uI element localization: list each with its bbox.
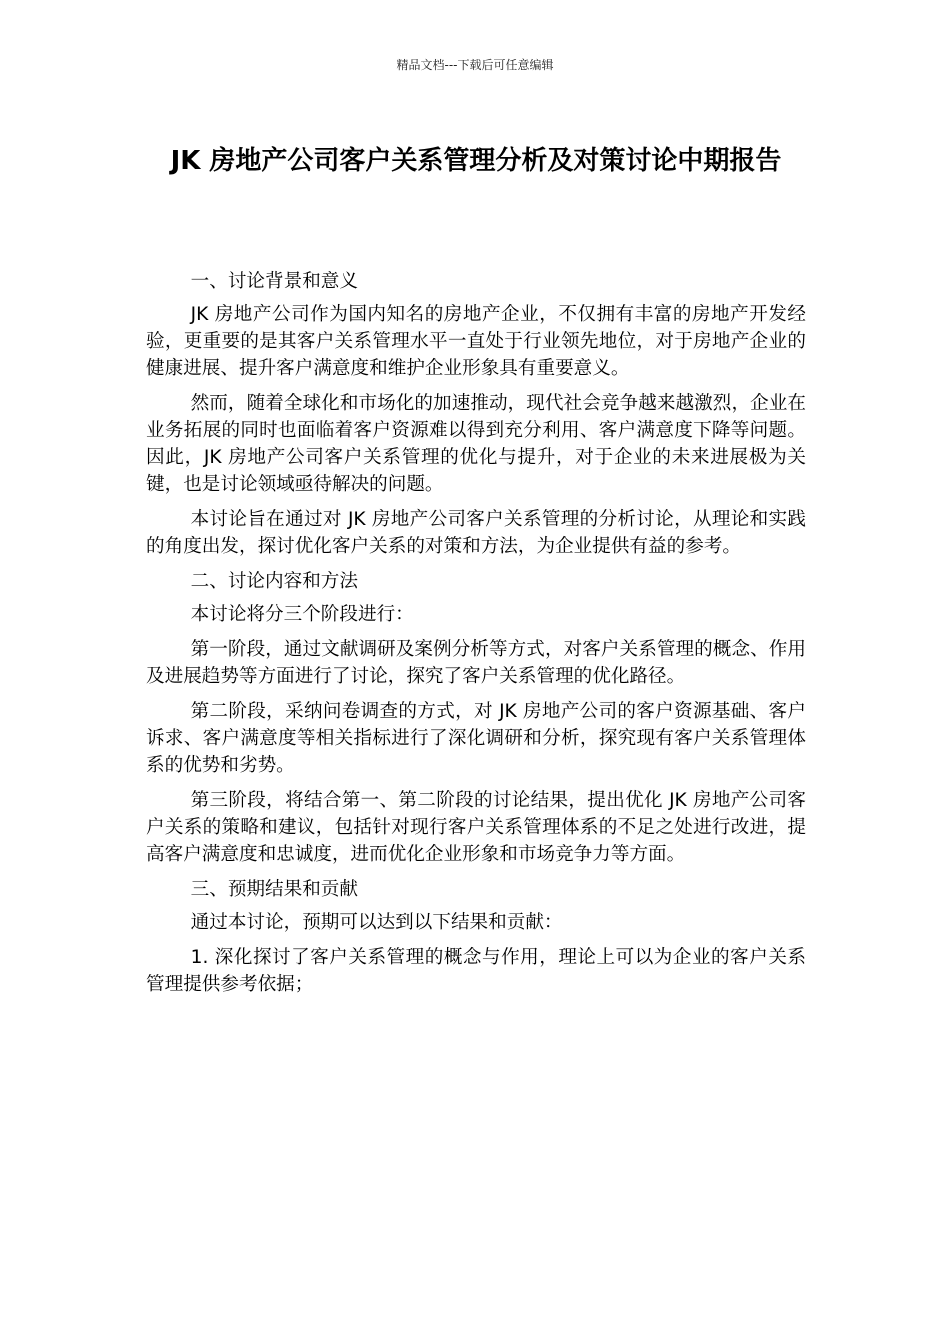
paragraph-stage-one: 第一阶段，通过文献调研及案例分析等方式，对客户关系管理的概念、作用及进展趋势等方面进行了讨论，探究了客户关系管理的优化路径。 bbox=[146, 639, 806, 687]
paragraph-results-intro: 通过本讨论，预期可以达到以下结果和贡献： bbox=[190, 912, 563, 933]
document-title: JK 房地产公司客户关系管理分析及对策讨论中期报告 bbox=[170, 146, 782, 176]
paragraph-stage-three: 第三阶段，将结合第一、第二阶段的讨论结果，提出优化 JK 房地产公司客户关系的策略和建议，包括针对现行客户关系管理体系的不足之处进行改进，提高客户满意度和忠诚度，进而优化企业形象和市场竞争力等方面。 bbox=[146, 790, 806, 865]
paragraph-purpose: 本讨论旨在通过对 JK 房地产公司客户关系管理的分析讨论，从理论和实践的角度出发，探讨优化客户关系的对策和方法，为企业提供有益的参考。 bbox=[146, 509, 806, 557]
header-note: 精品文档---下载后可任意编辑 bbox=[396, 58, 554, 72]
paragraph-stage-two: 第二阶段，采纳问卷调查的方式，对 JK 房地产公司的客户资源基础、客户诉求、客户满意度等相关指标进行了深化调研和分析，探究现有客户关系管理体系的优势和劣势。 bbox=[146, 701, 806, 776]
paragraph-challenges: 然而，随着全球化和市场化的加速推动，现代社会竞争越来越激烈，企业在业务拓展的同时也面临着客户资源难以得到充分利用、客户满意度下降等问题。因此，JK 房地产公司客户关系管理的优化与提升，对于企业的未来进展极为关键，也是讨论领域亟待解决的问题。 bbox=[146, 393, 806, 495]
paragraph-result-one: 1. 深化探讨了客户关系管理的概念与作用，理论上可以为企业的客户关系管理提供参考依据； bbox=[146, 947, 806, 995]
document-body bbox=[146, 268, 806, 1006]
section-heading-content-method: 二、讨论内容和方法 bbox=[190, 571, 358, 592]
paragraph-stages-intro: 本讨论将分三个阶段进行： bbox=[190, 604, 414, 625]
section-heading-background: 一、讨论背景和意义 bbox=[190, 271, 358, 292]
section-heading-expected-results: 三、预期结果和贡献 bbox=[190, 879, 358, 900]
paragraph-company-intro: JK 房地产公司作为国内知名的房地产企业，不仅拥有丰富的房地产开发经验，更重要的是其客户关系管理水平一直处于行业领先地位，对于房地产企业的健康进展、提升客户满意度和维护企业形象具有重要意义。 bbox=[146, 304, 806, 379]
